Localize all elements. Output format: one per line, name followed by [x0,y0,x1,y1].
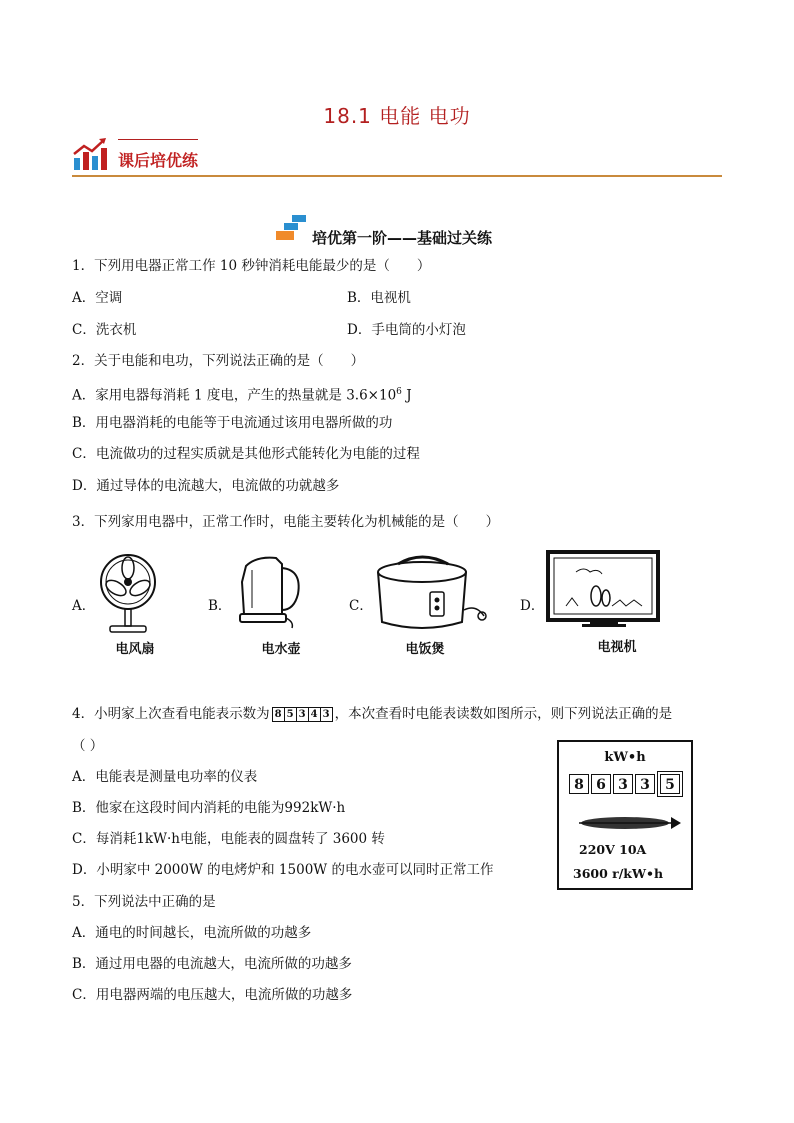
meter-revolutions: 3600 r/kW•h [573,866,664,881]
q4-option-a: A．电能表是测量电功率的仪表 [72,769,258,785]
inline-meter-reading: 8 5 3 4 3 [272,707,333,722]
q3-letter-b: B． [208,598,232,614]
q4-option-c: C．每消耗1kW·h电能，电能表的圆盘转了 3600 转 [72,831,385,847]
q2-option-d: D．通过导体的电流越大，电流做的功就越多 [72,478,340,494]
q1-option-a: A．空调 [72,290,123,306]
q3-letter-a: A． [72,598,96,614]
q4-option-d: D．小明家中 2000W 的电烤炉和 1500W 的电水壶可以同时正常工作 [72,862,494,878]
meter-digit: 6 [591,774,611,794]
meter-rating: 220V 10A [579,842,647,857]
q2-stem: 2．关于电能和电功，下列说法正确的是（ ） [72,353,365,369]
q3-caption-c: 电饭煲 [405,642,445,657]
q3-caption-a: 电风扇 [115,642,155,657]
page-title: 18.1 电能 电功 [323,104,471,128]
meter-digit: 3 [635,774,655,794]
meter-disc-icon [577,812,681,834]
q1-option-d: D．手电筒的小灯泡 [347,322,466,338]
q4-stem: 4．小明家上次查看电能表示数为 8 5 3 4 3 ，本次查看时电能表读数如图所示，则下列说法正确的是 [72,706,673,722]
q2-option-a: A．家用电器每消耗 1 度电，产生的热量就是 $3.6\times 10^6$ J [72,387,412,404]
q3-caption-b: 电水壶 [261,642,301,657]
header-rule [72,175,722,177]
q3-letter-c: C． [349,598,373,614]
q1-option-c: C．洗衣机 [72,322,137,338]
q3-caption-d: 电视机 [597,640,637,655]
q2-option-b: B．用电器消耗的电能等于电流通过该用电器所做的功 [72,415,393,431]
meter-unit: kW•h [604,750,646,765]
q4-option-b: B．他家在这段时间内消耗的电能为992kW·h [72,800,346,816]
q1-option-b: B．电视机 [347,290,411,306]
section-title: 培优第一阶——基础过关练 [312,229,493,247]
meter-digit: 3 [613,774,633,794]
section-header-label: 课后培优练 [118,151,199,170]
q3-stem: 3．下列家用电器中，正常工作时，电能主要转化为机械能的是（ ） [72,514,500,530]
q5-option-b: B．通过用电器的电流越大，电流所做的功越多 [72,956,352,972]
q3-letter-d: D． [520,598,545,614]
q2-option-c: C．电流做功的过程实质就是其他形式能转化为电能的过程 [72,446,420,462]
q1-stem: 1．下列用电器正常工作 10 秒钟消耗电能最少的是（ ） [72,258,431,274]
q5-stem: 5．下列说法中正确的是 [72,894,216,910]
stairs-icon [276,215,308,241]
q4-stem-end: （ ） [72,738,104,754]
meter-digit: 8 [569,774,589,794]
header-accent-line [118,139,198,140]
electricity-meter [557,740,693,890]
meter-digit-decimal: 5 [660,774,680,794]
q5-option-c: C．用电器两端的电压越大，电流所做的功越多 [72,987,353,1003]
rice-cooker-image [372,550,488,634]
growth-chart-icon [72,138,108,172]
electric-kettle-image [232,552,312,632]
meter-digits [569,774,682,794]
electric-fan-image [96,552,160,634]
television-image [546,550,662,634]
q5-option-a: A．通电的时间越长，电流所做的功越多 [72,925,312,941]
